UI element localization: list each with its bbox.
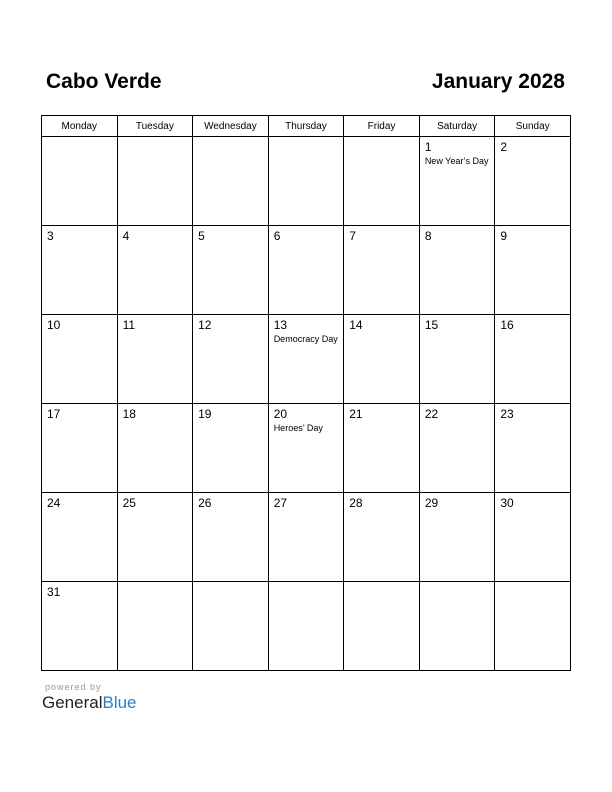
day-number: 25 <box>122 496 136 510</box>
day-number: 10 <box>47 318 61 332</box>
day-cell <box>268 137 344 226</box>
weekday-header: Friday <box>344 116 420 137</box>
day-number: 21 <box>349 407 363 421</box>
day-cell <box>344 582 420 671</box>
day-number: 27 <box>273 496 288 510</box>
day-cell <box>42 315 118 404</box>
weekday-header-row <box>42 116 571 137</box>
day-cell <box>344 226 420 315</box>
powered-by-label: powered by <box>45 682 102 692</box>
day-cell <box>193 582 269 671</box>
day-number: 7 <box>349 229 356 243</box>
day-cell <box>419 582 495 671</box>
day-cell <box>117 226 193 315</box>
day-number: 18 <box>122 407 136 421</box>
weekday-header: Sunday <box>495 116 571 137</box>
day-number: 9 <box>500 229 508 243</box>
day-cell <box>193 226 269 315</box>
week-row <box>42 137 571 226</box>
day-number: 11 <box>122 318 136 332</box>
holiday-label: Heroes’ Day <box>273 423 323 433</box>
day-cell <box>193 137 269 226</box>
holiday-label: New Year’s Day <box>424 156 489 166</box>
day-number: 2 <box>500 140 508 154</box>
day-number: 1 <box>424 140 432 154</box>
calendar-grid <box>41 115 571 671</box>
week-row <box>42 582 571 671</box>
weekday-header: Thursday <box>268 116 344 137</box>
day-cell <box>268 315 344 404</box>
day-number: 28 <box>349 496 363 510</box>
day-cell <box>42 226 118 315</box>
day-cell <box>495 404 571 493</box>
day-number: 15 <box>424 318 439 332</box>
day-number: 13 <box>273 318 288 332</box>
day-number: 26 <box>198 496 212 510</box>
day-number: 6 <box>273 229 281 243</box>
day-cell <box>193 315 269 404</box>
day-cell <box>268 493 344 582</box>
week-row <box>42 315 571 404</box>
holiday-label: Democracy Day <box>273 334 338 344</box>
day-cell <box>419 404 495 493</box>
weekday-header: Wednesday <box>193 116 269 137</box>
day-cell <box>42 493 118 582</box>
brand-logo <box>42 693 137 713</box>
day-cell <box>344 493 420 582</box>
month-title: January 2028 <box>431 70 565 93</box>
day-cell <box>344 137 420 226</box>
day-number: 22 <box>424 407 439 421</box>
day-cell <box>42 137 118 226</box>
day-number: 23 <box>500 407 514 421</box>
day-cell <box>419 315 495 404</box>
brand-general: General <box>42 693 103 712</box>
day-cell <box>193 404 269 493</box>
day-cell <box>117 315 193 404</box>
week-row <box>42 404 571 493</box>
day-number: 30 <box>500 496 514 510</box>
day-cell <box>268 404 344 493</box>
day-number: 29 <box>424 496 439 510</box>
day-cell <box>495 137 571 226</box>
day-number: 14 <box>349 318 363 332</box>
day-cell <box>193 493 269 582</box>
day-cell <box>268 226 344 315</box>
day-cell <box>117 582 193 671</box>
day-cell <box>495 582 571 671</box>
day-number: 19 <box>198 407 212 421</box>
day-number: 24 <box>47 496 61 510</box>
day-cell <box>117 137 193 226</box>
week-row <box>42 493 571 582</box>
day-cell <box>117 493 193 582</box>
day-number: 5 <box>198 229 205 243</box>
day-number: 20 <box>273 407 288 421</box>
day-number: 31 <box>47 585 61 599</box>
weekday-header: Monday <box>42 116 118 137</box>
brand-blue: Blue <box>102 693 137 712</box>
day-cell <box>117 404 193 493</box>
day-cell <box>344 404 420 493</box>
day-cell <box>419 226 495 315</box>
day-cell <box>42 404 118 493</box>
day-number: 17 <box>47 407 61 421</box>
day-cell <box>268 582 344 671</box>
day-number: 3 <box>47 229 54 243</box>
day-cell <box>495 226 571 315</box>
weekday-header: Saturday <box>419 116 495 137</box>
day-number: 4 <box>122 229 130 243</box>
day-cell <box>495 493 571 582</box>
week-row <box>42 226 571 315</box>
day-cell <box>42 582 118 671</box>
country-title: Cabo Verde <box>46 70 162 93</box>
day-cell <box>419 137 495 226</box>
day-cell <box>419 493 495 582</box>
day-number: 16 <box>500 318 514 332</box>
day-number: 8 <box>424 229 432 243</box>
day-cell <box>344 315 420 404</box>
day-number: 12 <box>198 318 212 332</box>
day-cell <box>495 315 571 404</box>
weekday-header: Tuesday <box>117 116 193 137</box>
